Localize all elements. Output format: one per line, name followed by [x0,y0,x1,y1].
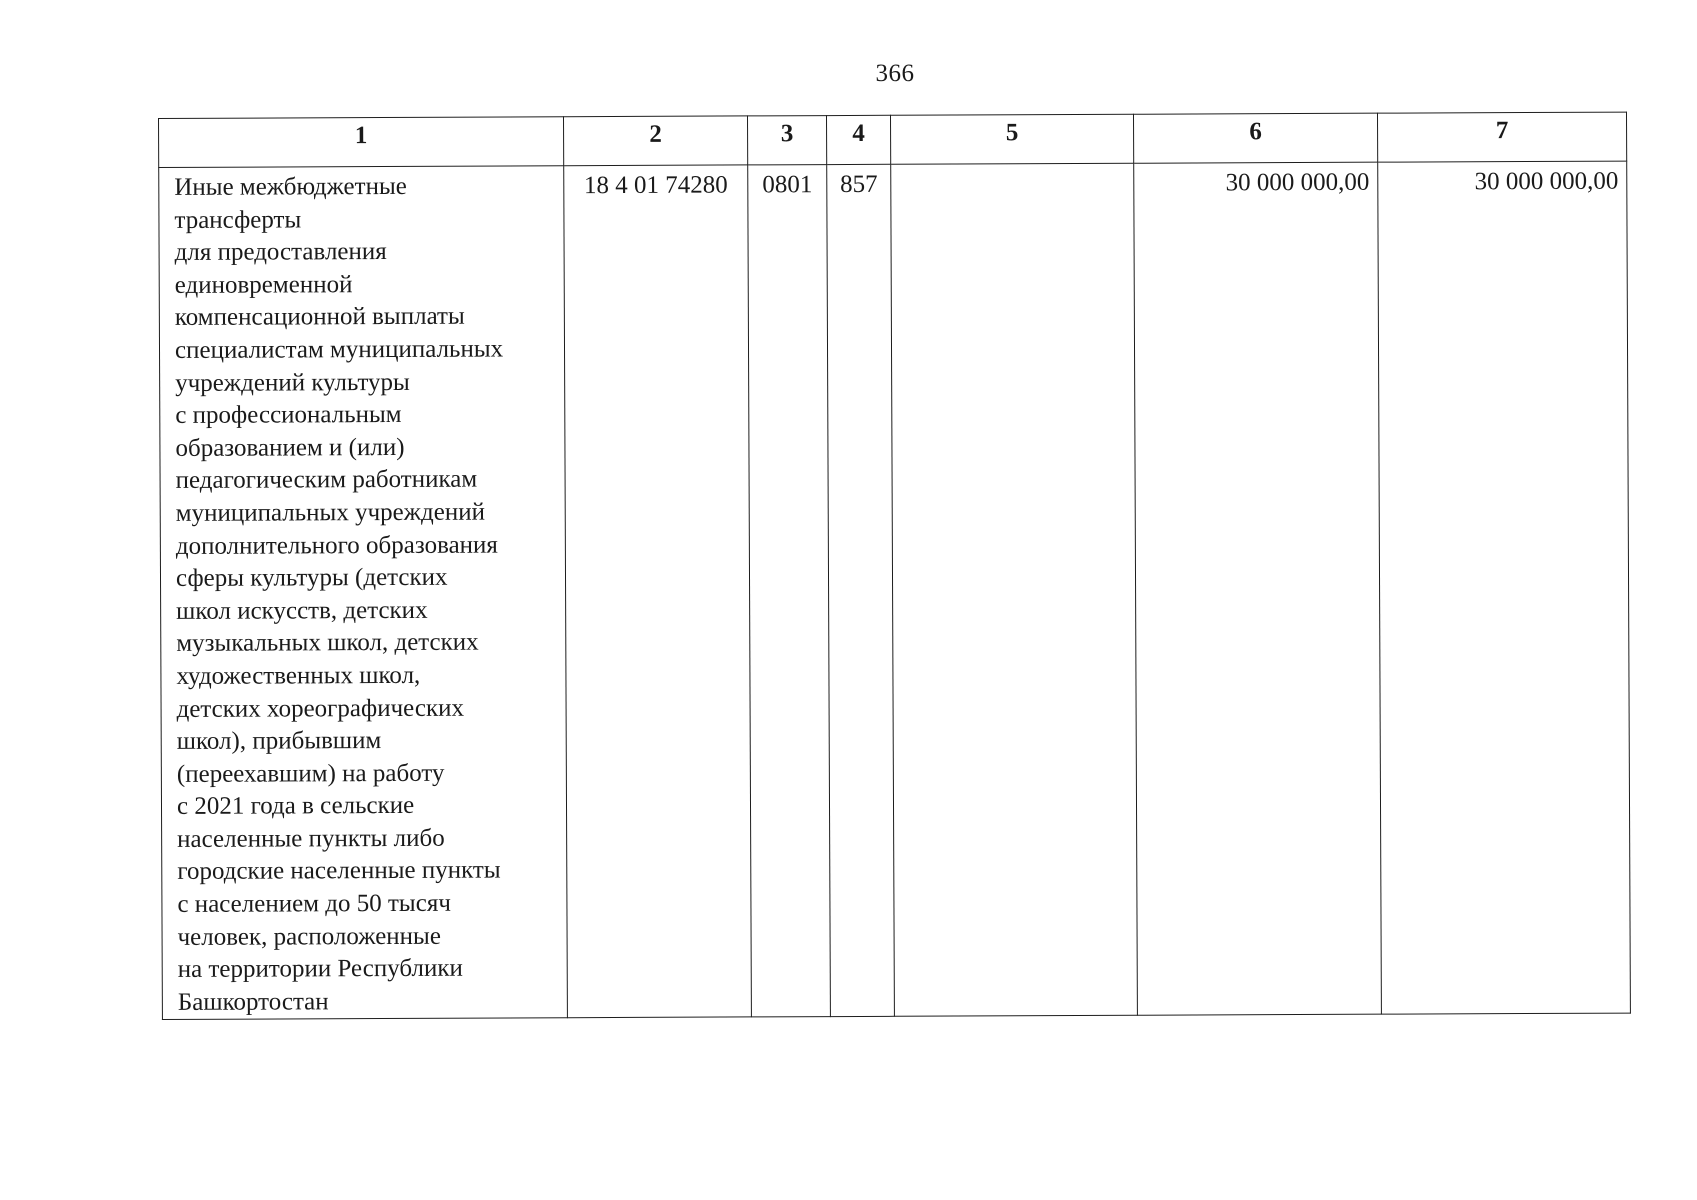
description-line: дополнительного образования [175,531,498,560]
column-header-7: 7 [1377,112,1626,162]
description-line: детских хореографических [176,694,465,723]
description-line: компенсационной выплаты [174,303,465,332]
description-line: школ), прибывшим [176,727,382,756]
description-line: на территории Республики [177,954,463,984]
description-line: городские населенные пункты [177,856,501,886]
description-line: учреждений культуры [175,368,410,397]
expense-type-code-cell: 857 [827,164,895,1017]
expense-description-cell [159,166,568,1020]
column-header-5: 5 [890,114,1133,164]
budget-table [158,112,1631,1021]
description-line: с профессиональным [175,401,402,430]
description-line: Иные межбюджетные [174,172,407,201]
description-line: педагогическим работникам [175,465,478,495]
amount-column-7-cell: 30 000 000,00 [1378,161,1631,1015]
column-header-3: 3 [747,116,826,165]
description-line: (переехавшим) на работу [176,759,445,788]
amount-column-6-cell: 30 000 000,00 [1134,162,1382,1015]
description-line: специалистам муниципальных [174,335,504,364]
description-line: школ искусств, детских [176,596,428,625]
column-header-4: 4 [826,115,890,164]
table-row [159,161,1631,1020]
target-article-code-cell: 18 4 01 74280 [564,165,752,1018]
description-line: трансферты [174,205,302,234]
description-line: муниципальных учреждений [175,498,486,527]
column-header-2: 2 [563,116,747,166]
table-header-row [159,112,1627,167]
description-line: для предоставления [174,238,387,267]
description-line: населенные пункты либо [177,824,445,853]
description-line: образованием и (или) [175,433,405,462]
description-line: сферы культуры (детских [175,563,448,593]
description-line: с населением до 50 тысяч [177,889,451,918]
description-line: с 2021 года в сельские [176,792,415,821]
description-line: музыкальных школ, детских [176,628,479,658]
description-line: единовременной [174,270,353,299]
section-code-cell: 0801 [748,165,831,1018]
description-line: Башкортостан [177,988,329,1016]
page-number: 366 [875,60,915,87]
description-line: художественных школ, [176,661,421,690]
description-line: человек, расположенные [177,922,441,951]
column-header-1: 1 [159,117,564,168]
column-5-cell [891,163,1138,1016]
column-header-6: 6 [1133,113,1377,163]
